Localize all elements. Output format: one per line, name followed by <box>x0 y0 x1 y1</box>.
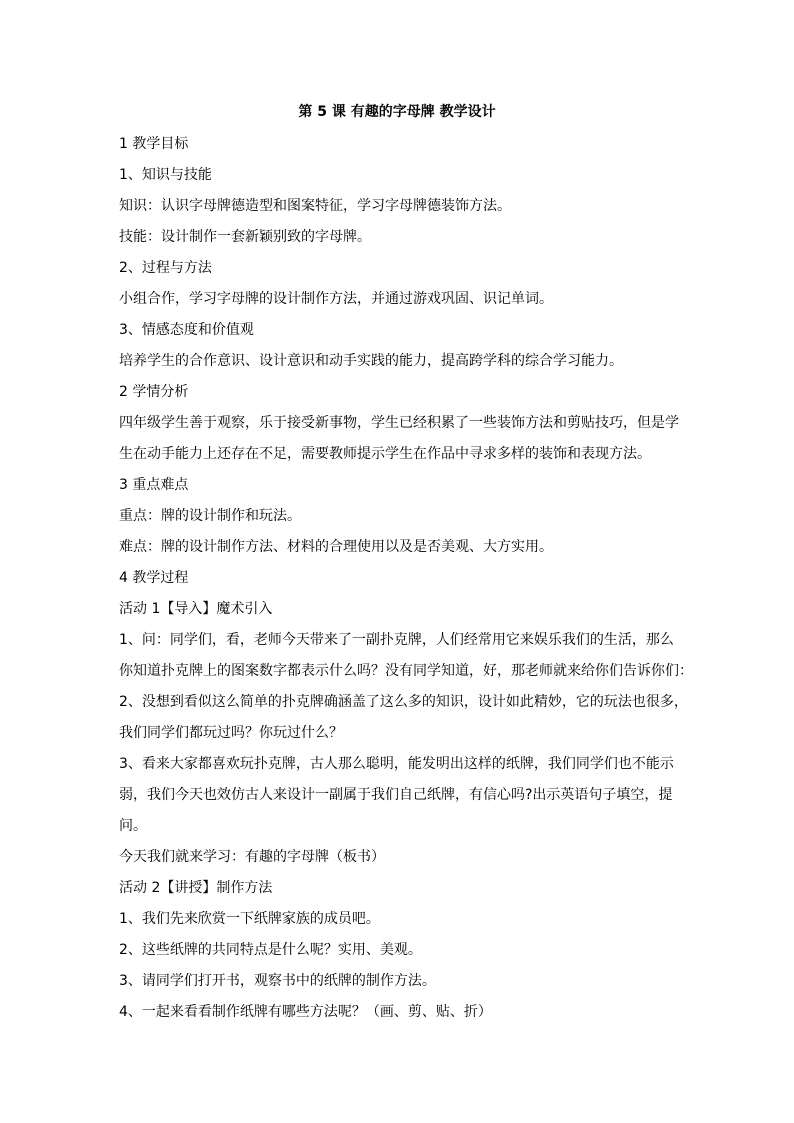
paragraph-learner-line-1: 四年级学生善于观察，乐于接受新事物，学生已经积累了一些装饰方法和剪贴技巧，但是学 <box>119 415 679 431</box>
activity-1-step-1-line-2: 你知道扑克牌上的图案数字都表示什么吗？没有同学知道，好，那老师就来给你们告诉你们： <box>119 663 693 679</box>
paragraph-process: 小组合作，学习字母牌的设计制作方法，并通过游戏巩固、识记单词。 <box>119 291 553 307</box>
activity-1-step-3-line-2: 弱，我们今天也效仿古人来设计一副属于我们自己纸牌，有信心吗?出示英语句子填空，提 <box>119 787 673 803</box>
subheading-process-methods: 2、过程与方法 <box>119 260 212 276</box>
subheading-attitude-values: 3、情感态度和价值观 <box>119 322 254 338</box>
activity-2-step-4: 4、一起来看看制作纸牌有哪些方法呢？（画、剪、贴、折） <box>119 1004 492 1020</box>
paragraph-knowledge: 知识：认识字母牌德造型和图案特征，学习字母牌德装饰方法。 <box>119 198 511 214</box>
activity-2-step-3: 3、请同学们打开书，观察书中的纸牌的制作方法。 <box>119 973 436 989</box>
activity-1-heading: 活动 1【导入】魔术引入 <box>119 601 273 617</box>
heading-teaching-process: 4 教学过程 <box>119 570 189 586</box>
paragraph-skills: 技能：设计制作一套新颖别致的字母牌。 <box>119 229 371 245</box>
activity-1-step-3-line-1: 3、看来大家都喜欢玩扑克牌，古人那么聪明，能发明出这样的纸牌，我们同学们也不能示 <box>119 756 674 772</box>
heading-key-difficult-points: 3 重点难点 <box>119 477 189 493</box>
activity-1-step-2-line-1: 2、没想到看似这么简单的扑克牌确涵盖了这么多的知识，设计如此精妙，它的玩法也很多， <box>119 694 688 710</box>
activity-1-step-1-line-1: 1、问：同学们，看，老师今天带来了一副扑克牌，人们经常用它来娱乐我们的生活，那么 <box>119 632 674 648</box>
activity-1-step-2-line-2: 我们同学们都玩过吗？你玩过什么？ <box>119 725 343 741</box>
subheading-knowledge-skills: 1、知识与技能 <box>119 167 212 183</box>
activity-1-step-3-line-3: 问。 <box>119 818 147 834</box>
paragraph-difficult-points: 难点：牌的设计制作方法、材料的合理使用以及是否美观、大方实用。 <box>119 539 553 555</box>
heading-learner-analysis: 2 学情分析 <box>119 384 189 400</box>
paragraph-today-topic: 今天我们就来学习：有趣的字母牌（板书） <box>119 849 385 865</box>
heading-teaching-objectives: 1 教学目标 <box>119 136 189 152</box>
document-title: 第 5 课 有趣的字母牌 教学设计 <box>298 104 496 120</box>
paragraph-learner-line-2: 生在动手能力上还存在不足，需要教师提示学生在作品中寻求多样的装饰和表现方法。 <box>119 446 651 462</box>
paragraph-key-points: 重点：牌的设计制作和玩法。 <box>119 508 301 524</box>
paragraph-attitude: 培养学生的合作意识、设计意识和动手实践的能力，提高跨学科的综合学习能力。 <box>119 353 623 369</box>
activity-2-heading: 活动 2【讲授】制作方法 <box>119 880 273 896</box>
activity-2-step-2: 2、这些纸牌的共同特点是什么呢？实用、美观。 <box>119 942 422 958</box>
activity-2-step-1: 1、我们先来欣赏一下纸牌家族的成员吧。 <box>119 911 380 927</box>
